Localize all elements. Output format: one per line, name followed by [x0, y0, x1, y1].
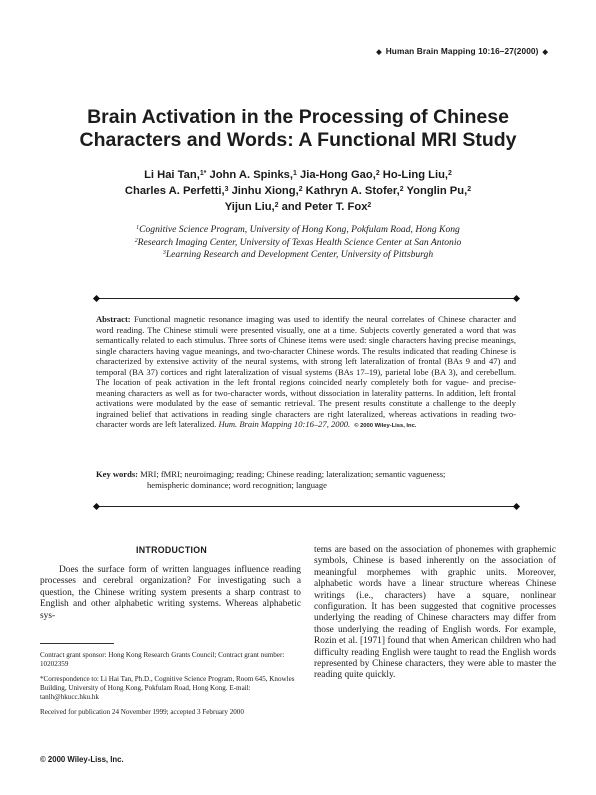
- article-title: [40, 106, 556, 152]
- author-affiliation-mark: 2: [399, 185, 404, 193]
- author-affiliation-mark: 2: [274, 201, 279, 209]
- author-line-2: [40, 183, 556, 199]
- affiliation: [40, 237, 556, 250]
- affiliation-mark: 1: [136, 225, 140, 232]
- author-name: Jinhu Xiong,: [231, 185, 299, 197]
- abstract: [96, 314, 516, 432]
- affiliation: [40, 249, 556, 262]
- author-affiliation-mark: 1: [293, 169, 297, 177]
- author-name: and Peter T. Fox: [281, 201, 368, 213]
- footnote-rule: [40, 643, 114, 644]
- rule-diamond-icon: [92, 294, 99, 301]
- affiliation-text: Cognitive Science Program, University of Hong Kong, Pokfulam Road, Hong Kong: [139, 224, 460, 235]
- author-affiliation-mark: 2: [467, 185, 472, 193]
- keywords-text: MRI; fMRI; neuroimaging; reading; Chinese reading; lateralization; semantic vagueness;: [140, 469, 446, 479]
- affiliation-mark: 3: [162, 250, 166, 257]
- author-affiliation-mark: 1*: [199, 169, 207, 177]
- affiliation-text: Research Imaging Center, University of Texas Health Science Center at San Antonio: [137, 236, 462, 248]
- author-name: Yijun Liu,: [224, 201, 275, 213]
- author-name: John A. Spinks,: [209, 169, 294, 181]
- author-affiliation-mark: 3: [224, 185, 229, 193]
- affiliation: [40, 224, 556, 237]
- running-head: [372, 46, 552, 56]
- title-line-1: Brain Activation in the Processing of Chinese: [87, 106, 509, 128]
- page-footer-copyright: © 2000 Wiley-Liss, Inc.: [40, 755, 124, 764]
- rule-diamond-icon: [92, 502, 99, 509]
- rule-diamond-icon: [512, 502, 519, 509]
- affiliation-text: Learning Research and Development Center, University of Pittsburgh: [165, 249, 434, 260]
- author-name: Li Hai Tan,: [144, 169, 200, 181]
- body-column-left: [40, 565, 301, 622]
- author-name: Yonglin Pu,: [406, 185, 468, 197]
- author-name: Jia-Hong Gao,: [299, 169, 376, 181]
- keywords-line-1: [96, 469, 516, 480]
- abstract-body: Functional magnetic resonance imaging was used to identify the neural correlates of Chinese character and word reading. The Chinese stimuli were presented visually, one at a time. Subjects covertly generated a word that was semantically related to each stimulus. Three sorts of Chinese items were used: single characters having precise meanings, single characters having vague meanings, and two-character Chinese words. The results indicated that reading Chinese is characterized by extensive activity of the neural systems, with strong left lateralization of frontal (BAs 9 and 47) and temporal (BA 37) cortices and right lateralization of visual systems (BAs 17–19), parietal lobe (BA 3), and cerebellum. The location of peak activation in the left frontal regions coincided nearly completely both for vague- and precise-meaning characters as well as for two-character words, without dissociation in laterality patterns. In addition, left frontal activations were modulated by the ease of semantic retrieval. The present results constitute a challenge to the deeply ingrained belief that activations in reading single characters are right lateralized, whereas activations in reading two-character words are left lateralized.: [96, 314, 517, 429]
- abstract-citation: Hum. Brain Mapping 10:16–27, 2000.: [218, 419, 351, 429]
- rule-diamond-icon: [512, 294, 519, 301]
- abstract-top-rule: [96, 298, 516, 299]
- diamond-icon: ◆: [376, 49, 382, 56]
- author-affiliation-mark: 2: [375, 169, 380, 177]
- running-head-text: Human Brain Mapping 10:16–27(2000): [385, 46, 539, 56]
- author-affiliation-mark: 2: [367, 201, 372, 209]
- body-paragraph: Does the surface form of written languages influence reading processes and cerebral organization? For investigating such a question, the Chinese writing system presents a sharp contrast to English and other alphabetic writing systems. Whereas alphabetic sys-: [40, 565, 301, 621]
- author-name: Ho-Ling Liu,: [382, 169, 449, 181]
- author-name: Charles A. Perfetti,: [124, 185, 225, 197]
- author-line-3: [40, 199, 556, 215]
- affiliation-mark: 2: [134, 237, 138, 244]
- body-paragraph: tems are based on the association of phonemes with graphemic symbols, Chinese is based inherently on the association of meaningful morphemes with graphic units. Moreover, alphabetic words have a linear structure whereas Chinese writings (i.e., characters) have a square, nonlinear configuration. It has been suggested that cognitive processes underlying the reading of Chinese characters may differ from those underlying the reading of English words. For example, Rozin et al. [1971] found that when American children who had difficulty reading English were taught to read the English words represented by Chinese characters, they were able to master the reading quite quickly.: [314, 545, 556, 681]
- author-line-1: [40, 167, 556, 183]
- title-line-2: Characters and Words: A Functional MRI Study: [79, 129, 517, 151]
- abstract-copyright: © 2000 Wiley-Liss, Inc.: [354, 423, 417, 429]
- body-column-right: [314, 545, 556, 682]
- author-affiliation-mark: 2: [448, 169, 452, 177]
- abstract-label: Abstract:: [96, 314, 131, 324]
- section-heading-introduction: INTRODUCTION: [136, 545, 208, 555]
- diamond-icon: ◆: [542, 49, 548, 56]
- keywords-line-2: hemispheric dominance; word recognition; language: [147, 479, 327, 490]
- author-list: [40, 167, 556, 215]
- keywords-label: Key words:: [96, 469, 139, 479]
- footnote-received: Received for publication 24 November 1999; accepted 3 February 2000: [40, 708, 244, 717]
- affiliations: [40, 224, 556, 262]
- footnote-grant: Contract grant sponsor: Hong Kong Research Grants Council; Contract grant number: 10202359: [40, 651, 285, 669]
- footnote-correspondence: *Correspondence to: Li Hai Tan, Ph.D., Cognitive Science Program, Room 645, Knowles Building, University of Hong Kong, Pokfulam Road, Hong Kong. E-mail: tanlh@hkucc.hku.hk: [40, 675, 295, 702]
- keywords: [96, 469, 516, 490]
- footnotes: [40, 651, 302, 724]
- author-affiliation-mark: 2: [298, 185, 303, 193]
- author-name: Kathryn A. Stofer,: [305, 185, 400, 197]
- abstract-bottom-rule: [96, 506, 516, 507]
